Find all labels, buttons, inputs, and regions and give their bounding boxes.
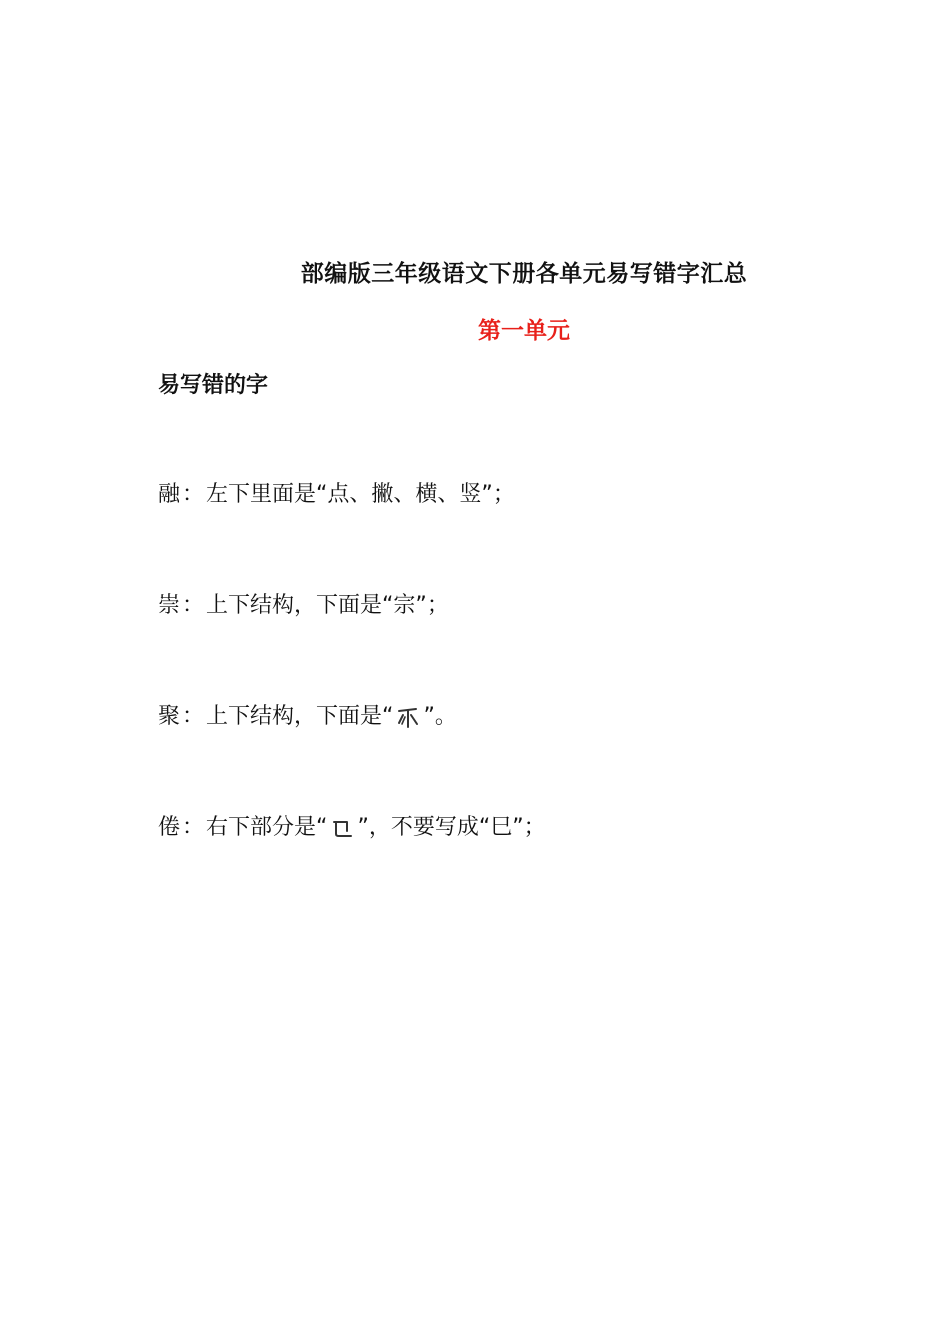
entry-character: 倦 — [158, 815, 181, 840]
component-glyph-icon — [395, 702, 421, 732]
entry-item — [158, 808, 546, 848]
entry-character: 聚 — [158, 704, 181, 729]
entry-character: 融 — [158, 482, 181, 507]
document-title: 部编版三年级语文下册各单元易写错字汇总 — [300, 261, 748, 287]
entry-text-before: 右下部分是“ — [206, 815, 328, 840]
unit-title: 第一单元 — [478, 318, 570, 344]
entry-item — [158, 697, 457, 737]
entry-item — [158, 475, 515, 515]
entry-text-after: ”，不要写成“巳”； — [357, 815, 546, 840]
component-glyph-icon — [329, 813, 355, 843]
entry-separator: ： — [182, 815, 205, 840]
section-heading: 易写错的字 — [158, 373, 269, 398]
entry-separator: ： — [182, 482, 205, 507]
entry-text-before: 上下结构，下面是“ — [206, 704, 394, 729]
entry-item — [158, 586, 449, 626]
entry-text: 左下里面是“点、撇、横、竖”； — [206, 482, 515, 507]
entry-text-after: ”。 — [423, 704, 457, 729]
entry-separator: ： — [182, 704, 205, 729]
entry-text: 上下结构，下面是“宗”； — [206, 593, 449, 618]
entry-separator: ： — [182, 593, 205, 618]
entry-character: 崇 — [158, 593, 181, 618]
